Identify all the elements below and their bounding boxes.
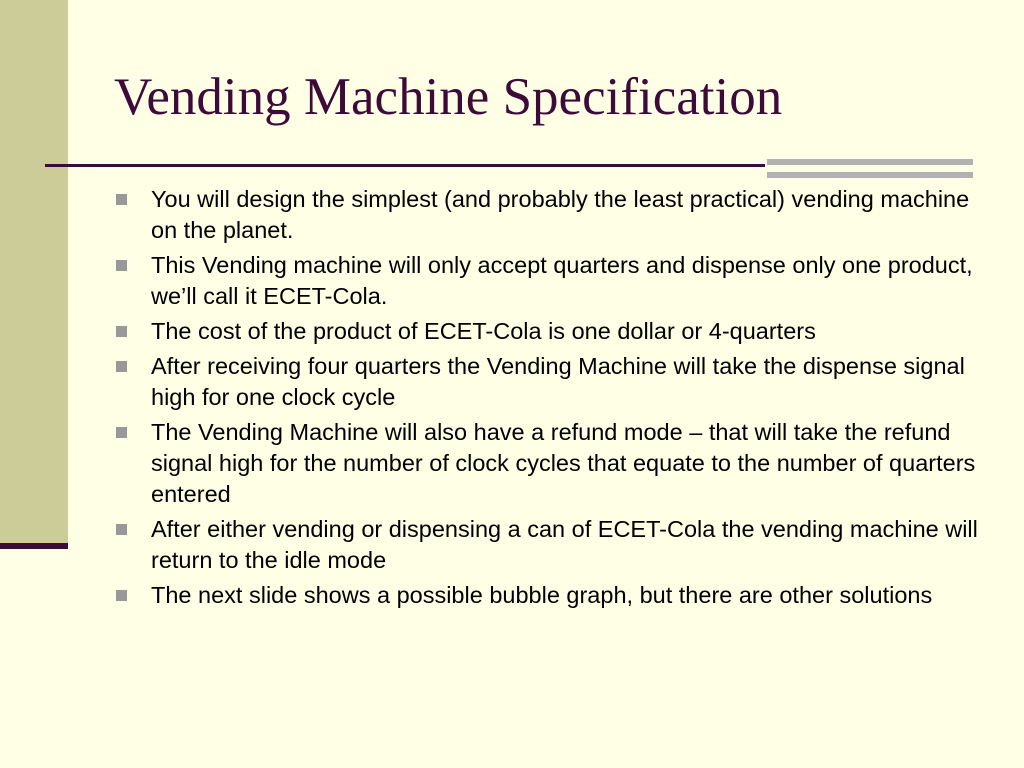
left-accent-rule xyxy=(0,543,68,549)
bullet-text: This Vending machine will only accept quarters and dispense only one product, we’ll call it ECET-Cola. xyxy=(151,252,973,309)
square-bullet-icon xyxy=(116,590,127,601)
slide-title: Vending Machine Specification xyxy=(114,68,783,126)
square-bullet-icon xyxy=(116,524,127,535)
square-bullet-icon xyxy=(116,194,127,205)
title-underline-rule xyxy=(45,164,765,167)
decorative-grey-bar-top xyxy=(767,159,973,165)
bullet-text: You will design the simplest (and probably the least practical) vending machine on the planet. xyxy=(151,186,970,243)
bullet-text: After receiving four quarters the Vending Machine will take the dispense signal high for one clock cycle xyxy=(151,353,965,410)
bullet-item xyxy=(113,514,993,576)
square-bullet-icon xyxy=(116,326,127,337)
bullet-text: The next slide shows a possible bubble graph, but there are other solutions xyxy=(151,582,933,608)
bullet-list xyxy=(113,184,993,615)
bullet-item xyxy=(113,316,993,347)
bullet-item xyxy=(113,184,993,246)
square-bullet-icon xyxy=(116,427,127,438)
bullet-item xyxy=(113,417,993,510)
square-bullet-icon xyxy=(116,260,127,271)
bullet-item xyxy=(113,351,993,413)
bullet-item xyxy=(113,250,993,312)
bullet-text: The Vending Machine will also have a refund mode – that will take the refund signal high for the number of clock cycles that equate to the number of quarters entered xyxy=(151,419,976,507)
bullet-text: The cost of the product of ECET-Cola is one dollar or 4-quarters xyxy=(151,318,816,344)
left-accent-band xyxy=(0,0,68,545)
decorative-grey-bar-bottom xyxy=(767,172,973,178)
bullet-item xyxy=(113,580,993,611)
square-bullet-icon xyxy=(116,361,127,372)
bullet-text: After either vending or dispensing a can of ECET-Cola the vending machine will return to the idle mode xyxy=(151,516,978,573)
